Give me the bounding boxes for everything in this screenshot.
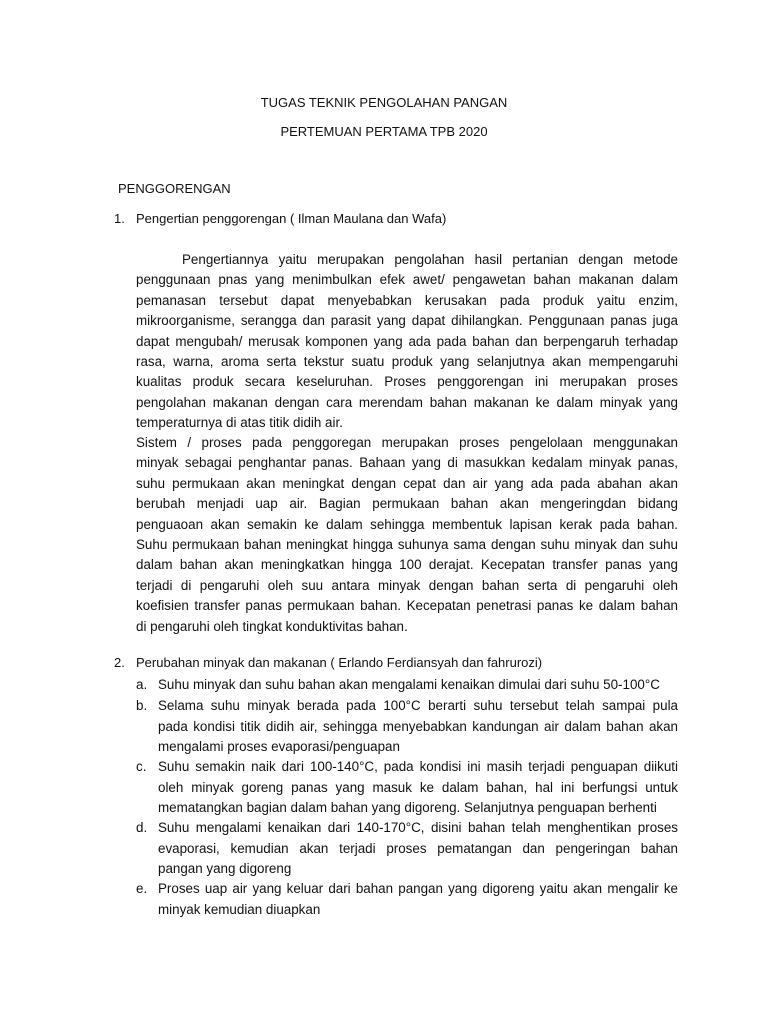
item-1-heading: Pengertian penggorengan ( Ilman Maulana dan Wafa) xyxy=(136,211,447,226)
list-line: pada kondisi titik didih air, sehingga menyebabkan kandungan air dalam bahan akan xyxy=(158,718,678,734)
paragraph-line: berubah menjadi uap air. Bagian permukaan bahan akan mengeringdan bidang xyxy=(136,496,678,512)
list-line: pangan yang digoreng xyxy=(158,861,292,877)
list-marker: d. xyxy=(136,820,148,835)
paragraph-line: pemanasan tersebut dapat menyebabkan kerusakan pada produk yaitu enzim, xyxy=(136,292,678,308)
paragraph-line: terjadi di pengaruhi oleh suu antara minyak dengan bahan serta di pengaruhi oleh xyxy=(136,577,678,593)
list-line: oleh minyak goreng panas yang masuk ke dalam bahan, hal ini berfungsi untuk xyxy=(158,779,678,795)
paragraph-line: Sistem / proses pada penggoregan merupakan proses pengelolaan menggunakan xyxy=(136,435,678,450)
paragraph-line: suhu permukaan akan meningkat dengan cepat dan air yang ada pada abahan akan xyxy=(136,475,678,491)
list-item-c xyxy=(136,757,678,819)
paragraph-line: Suhu permukaan bahan meningkat hingga suhunya sama dengan suhu minyak dan suhu xyxy=(136,536,678,552)
document-title: TUGAS TEKNIK PENGOLAHAN PANGAN xyxy=(260,95,508,110)
list-line: mengalami proses evaporasi/penguapan xyxy=(158,739,400,755)
list-line: Suhu minyak dan suhu bahan akan mengalami kenaikan dimulai dari suhu 50-100°C xyxy=(158,677,660,692)
list-item-b xyxy=(136,696,678,758)
list-marker: b. xyxy=(136,698,148,713)
paragraph-line: Pengertiannya yaitu merupakan pengolahan hasil pertanian dengan metode xyxy=(182,252,678,267)
list-item-e xyxy=(136,879,678,920)
item-1-paragraph-2 xyxy=(136,433,678,637)
list-line: mematangkan bagian dalam bahan yang digoreng. Selanjutnya penguapan berhenti xyxy=(158,800,657,816)
paragraph-line: kualitas produk secara keseluruhan. Proses penggorengan ini merupakan proses xyxy=(136,374,678,390)
item-2-number: 2. xyxy=(114,655,125,670)
section-heading: PENGGORENGAN xyxy=(118,181,231,196)
paragraph-line: di pengaruhi oleh tingkat konduktivitas bahan. xyxy=(136,618,408,634)
paragraph-line: koefisien transfer panas permukaan bahan. Kecepatan penetrasi panas ke dalam bahan xyxy=(136,598,678,614)
list-line: Suhu mengalami kenaikan dari 140-170°C, disini bahan telah menghentikan proses xyxy=(158,820,678,835)
paragraph-line: penguaoan akan semakin ke dalam sehingga membentuk lapisan kerak pada bahan. xyxy=(136,516,678,532)
item-1-paragraph-1 xyxy=(136,250,678,434)
paragraph-line: penggunaan pnas yang menimbulkan efek awet/ pengawetan bahan makanan dalam xyxy=(136,272,678,288)
list-line: Proses uap air yang keluar dari bahan pangan yang digoreng yaitu akan mengalir ke xyxy=(158,881,678,896)
paragraph-line: dapat mengubah/ merusak komponen yang ada pada bahan dan berpengaruh terhadap xyxy=(136,333,678,349)
paragraph-line: dalam bahan akan meningkatkan hingga 100 derajat. Kecepatan transfer panas yang xyxy=(136,557,678,573)
paragraph-line: rasa, warna, aroma serta tekstur suatu produk yang selanjutnya akan mempengaruhi xyxy=(136,353,678,369)
item-1-heading-row xyxy=(114,211,694,226)
list-line: Suhu semakin naik dari 100-140°C, pada kondisi ini masih terjadi penguapan diikuti xyxy=(158,759,678,774)
list-item-a xyxy=(136,675,678,696)
paragraph-line: pengolahan makanan dengan cara merendam bahan makanan ke dalam minyak yang xyxy=(136,394,678,410)
list-marker: a. xyxy=(136,677,148,692)
list-line: evaporasi, kemudian akan terjadi proses pematangan dan pengeringan bahan xyxy=(158,840,678,856)
list-line: Selama suhu minyak berada pada 100°C berarti suhu tersebut telah sampai pula xyxy=(158,698,678,713)
document-subtitle: PERTEMUAN PERTAMA TPB 2020 xyxy=(280,124,488,139)
list-line: minyak kemudian diuapkan xyxy=(158,901,321,917)
item-1-number: 1. xyxy=(114,211,125,226)
list-item-d xyxy=(136,818,678,880)
paragraph-line: mikroorganisme, serangga dan parasit yang dapat dihilangkan. Penggunaan panas juga xyxy=(136,313,678,329)
item-2-heading-row xyxy=(114,655,694,670)
list-marker: e. xyxy=(136,881,148,896)
paragraph-line: temperaturnya di atas titik didih air. xyxy=(136,415,343,431)
list-marker: c. xyxy=(136,759,147,774)
item-2-heading: Perubahan minyak dan makanan ( Erlando Ferdiansyah dan fahrurozi) xyxy=(136,655,543,670)
paragraph-line: minyak sebagai penghantar panas. Bahaan yang di masukkan kedalam minyak panas, xyxy=(136,455,678,471)
